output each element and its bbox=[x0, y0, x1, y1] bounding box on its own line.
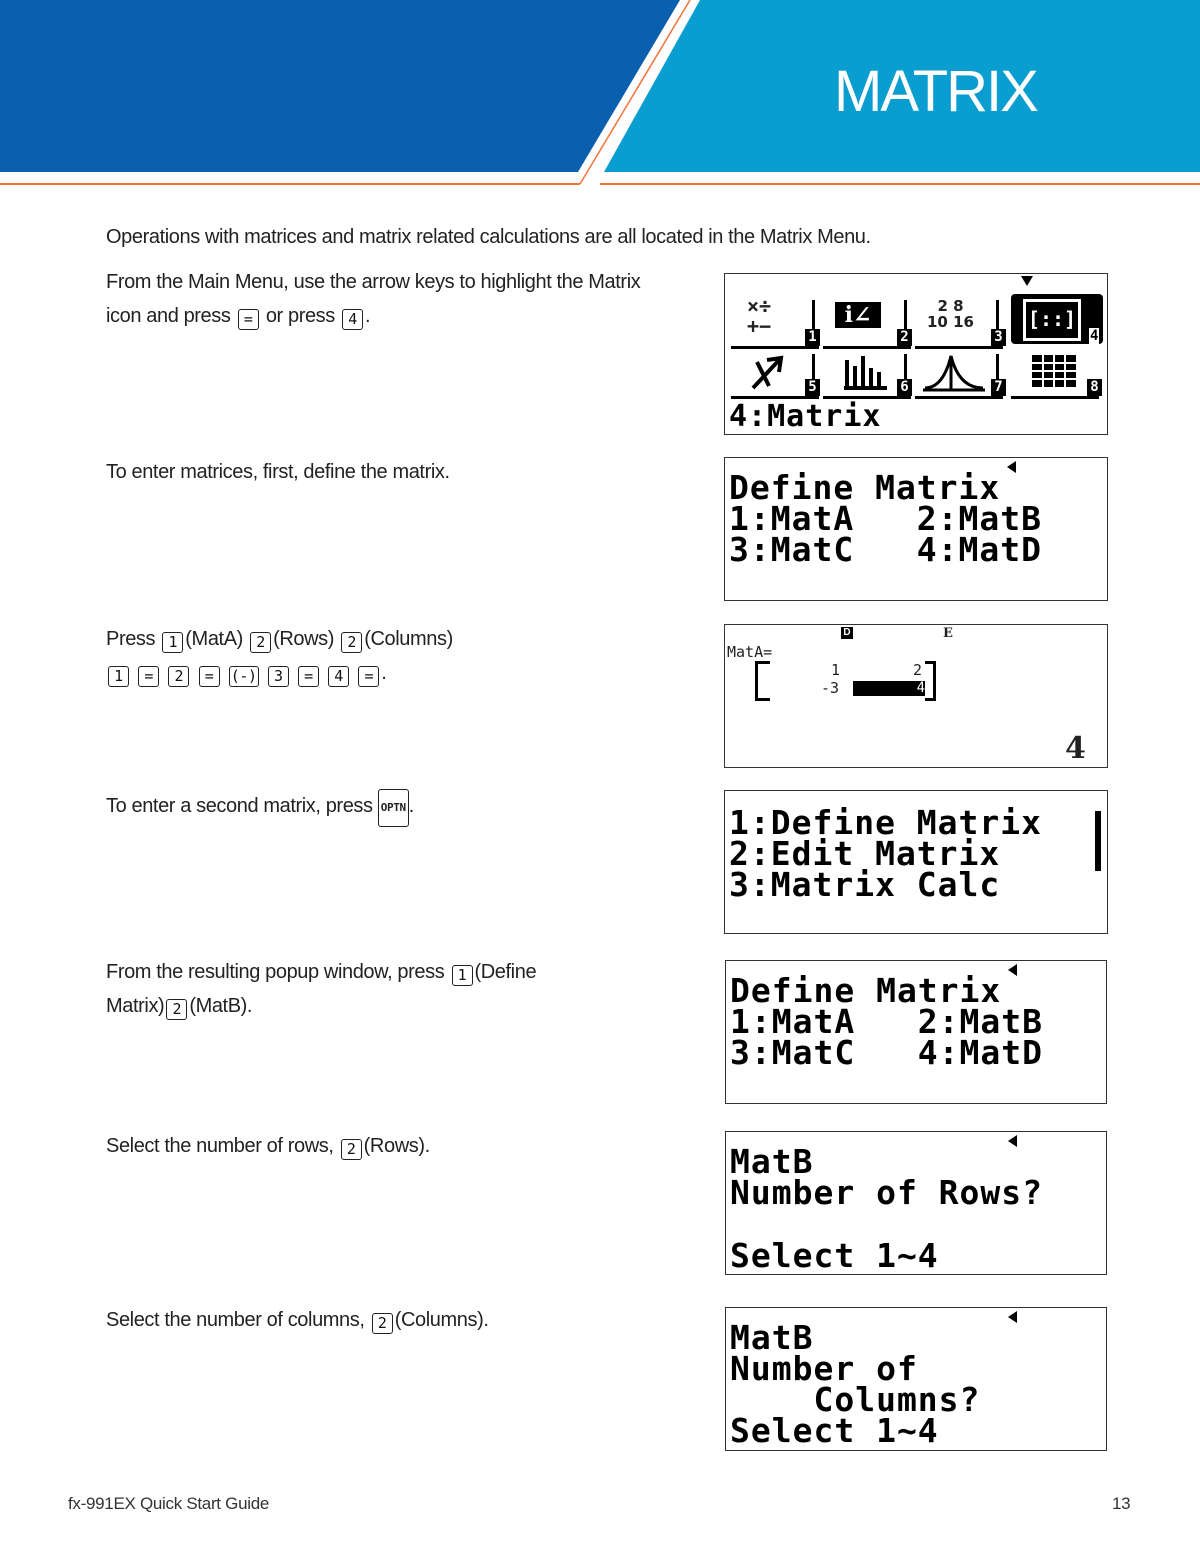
scrollbar bbox=[1095, 811, 1101, 871]
step-2-text: To enter matrices, first, define the matrix. bbox=[106, 461, 450, 483]
lcd-line-3: 3:Matrix Calc bbox=[729, 865, 1001, 904]
lcd-line-1: Define Matrix bbox=[729, 468, 1001, 507]
screen-define-matrix-1 bbox=[724, 457, 1108, 601]
menu-number-5: 5 bbox=[805, 379, 820, 396]
key-2: 2 bbox=[341, 1139, 362, 1160]
screen-define-matrix-2 bbox=[725, 960, 1107, 1104]
matrix-label: MatA= bbox=[727, 643, 773, 661]
menu-caption: 4:Matrix bbox=[729, 399, 882, 434]
equals-key: = bbox=[358, 666, 379, 687]
matrix-cell-r1c1: 1 bbox=[831, 661, 841, 679]
optn-key: OPTN bbox=[378, 789, 409, 827]
menu-number-2: 2 bbox=[897, 329, 912, 346]
indicator-d: D bbox=[841, 627, 853, 639]
equals-key: = bbox=[298, 666, 319, 687]
screen-optn-menu bbox=[724, 790, 1108, 934]
entry-value: 4 bbox=[1065, 731, 1086, 766]
lcd-line-3: Columns? bbox=[730, 1380, 981, 1419]
negative-key: (-) bbox=[230, 667, 257, 685]
lcd-line-4: Select 1~4 bbox=[730, 1236, 939, 1275]
key-2: 2 bbox=[341, 632, 362, 653]
page-title: MATRIX bbox=[834, 59, 1037, 124]
matrix-icon[interactable]: [::] bbox=[1011, 294, 1103, 344]
menu-number-6: 6 bbox=[897, 379, 912, 396]
screen-number-of-columns bbox=[725, 1307, 1107, 1451]
left-arrow-icon bbox=[1008, 1311, 1017, 1323]
page-number: 13 bbox=[1112, 1494, 1131, 1513]
menu-number-3: 3 bbox=[991, 329, 1006, 346]
lcd-line-3: 3:MatC 4:MatD bbox=[730, 1033, 1044, 1072]
step-6-text: Select the number of rows, 2 (Rows). bbox=[106, 1135, 430, 1158]
step-3-text: Press 1 (MatA) 2 (Rows) 2 (Columns) 1 = 2 = (-) 3 = 4 = . bbox=[106, 628, 453, 685]
menu-number-4: 4 bbox=[1090, 328, 1099, 344]
screen-main-menu bbox=[724, 273, 1108, 435]
lcd-line-2: 2:Edit Matrix bbox=[729, 834, 1001, 873]
step-5-text: From the resulting popup window, press 1 (Define Matrix) 2 (MatB). bbox=[106, 961, 537, 1018]
lcd-line-3: 3:MatC 4:MatD bbox=[729, 530, 1043, 569]
step-7-text: Select the number of columns, 2 (Columns). bbox=[106, 1309, 489, 1332]
lcd-line-2: Number of bbox=[730, 1349, 918, 1388]
footer-title: fx-991EX Quick Start Guide bbox=[68, 1494, 270, 1513]
indicator-e: E bbox=[943, 626, 953, 641]
key-1: 1 bbox=[108, 666, 129, 687]
calculate-icon: ×÷ +− bbox=[731, 294, 819, 349]
step-1-text: From the Main Menu, use the arrow keys to highlight the Matrix icon and press = or press 4 . bbox=[106, 271, 641, 328]
key-3: 3 bbox=[268, 666, 289, 687]
lcd-line-1: 1:Define Matrix bbox=[729, 803, 1043, 842]
key-2: 2 bbox=[166, 999, 187, 1020]
left-bracket bbox=[755, 661, 770, 701]
key-1: 1 bbox=[452, 965, 473, 986]
lcd-line-2: Number of Rows? bbox=[730, 1173, 1044, 1212]
distribution-icon bbox=[915, 350, 1003, 399]
lcd-line-2: 1:MatA 2:MatB bbox=[729, 499, 1043, 538]
intro-text: Operations with matrices and matrix related calculations are all located in the Matrix Menu. bbox=[106, 226, 871, 248]
lcd-line-4: Select 1~4 bbox=[730, 1411, 939, 1450]
down-arrow-icon bbox=[1021, 276, 1033, 286]
menu-number-7: 7 bbox=[991, 379, 1006, 396]
key-2: 2 bbox=[168, 666, 189, 687]
right-bracket bbox=[925, 661, 936, 701]
lcd-line-2: 1:MatA 2:MatB bbox=[730, 1002, 1044, 1041]
key-1: 1 bbox=[162, 632, 183, 653]
screen-number-of-rows bbox=[725, 1131, 1107, 1275]
key-2: 2 bbox=[372, 1313, 393, 1334]
lcd-line-1: MatB bbox=[730, 1318, 814, 1357]
matrix-cell-r2c1: -3 bbox=[821, 679, 840, 697]
spreadsheet-icon bbox=[1011, 350, 1099, 399]
base-n-icon: 2 8 10 16 bbox=[915, 294, 1003, 349]
menu-number-8: 8 bbox=[1087, 379, 1102, 396]
lcd-line-1: Define Matrix bbox=[730, 971, 1002, 1010]
key-2: 2 bbox=[250, 632, 271, 653]
left-arrow-icon bbox=[1007, 461, 1016, 473]
equals-key: = bbox=[199, 666, 220, 687]
matrix-cell-r2c2-selected: 4 bbox=[853, 681, 925, 696]
matrix-cell-r1c2: 2 bbox=[913, 661, 923, 679]
screen-mata-entry bbox=[724, 624, 1108, 768]
lcd-line-1: MatB bbox=[730, 1142, 814, 1181]
left-arrow-icon bbox=[1008, 964, 1017, 976]
equals-key: = bbox=[138, 666, 159, 687]
step-4-text: To enter a second matrix, press OPTN . bbox=[106, 789, 414, 827]
equals-key: = bbox=[238, 309, 259, 330]
key-4: 4 bbox=[342, 309, 363, 330]
left-arrow-icon bbox=[1008, 1135, 1017, 1147]
key-4: 4 bbox=[328, 666, 349, 687]
menu-number-1: 1 bbox=[805, 329, 820, 346]
complex-icon: i∠ bbox=[823, 294, 911, 349]
